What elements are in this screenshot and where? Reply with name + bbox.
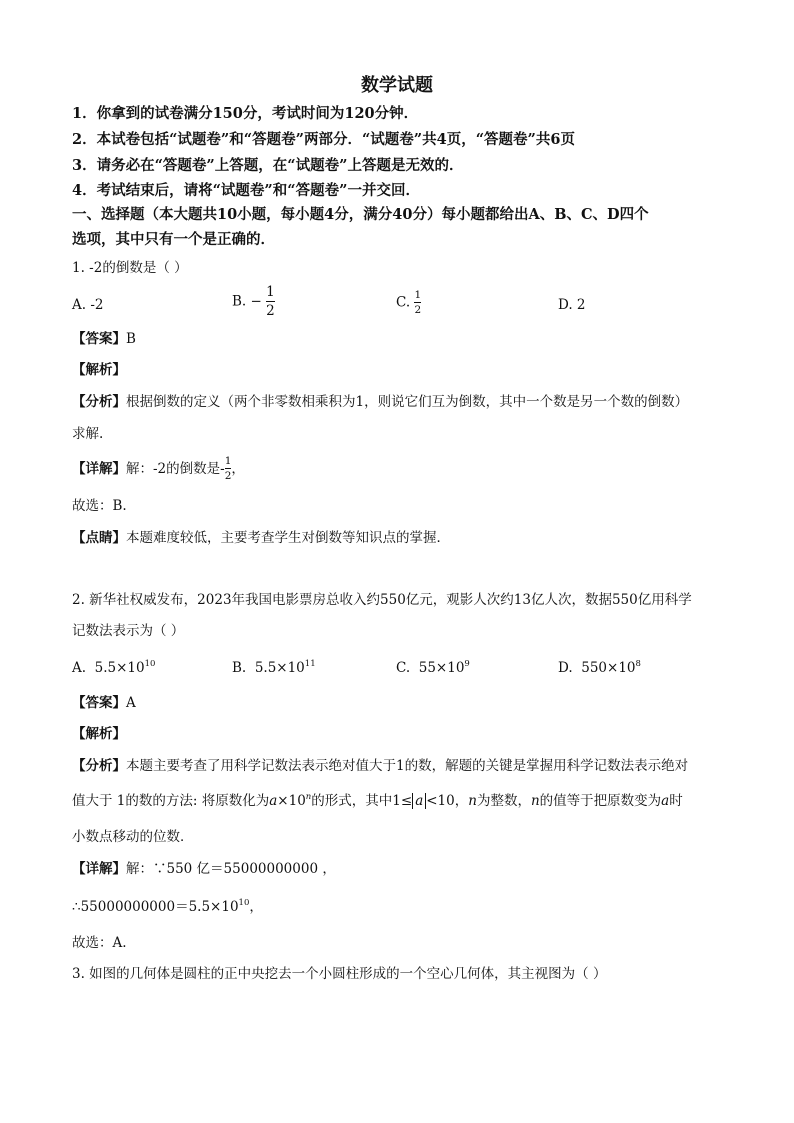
fraction-bar: [414, 302, 421, 303]
analysis-tag: 【解析】: [72, 362, 126, 378]
math-op: ×10: [277, 793, 306, 809]
option-base: 5.5×10: [254, 660, 305, 676]
math-var: a: [661, 793, 670, 809]
q1-answer: [72, 330, 136, 348]
q2-fenxi-cont2: 小数点移动的位数．: [72, 829, 194, 845]
section-header: 一、选择题（本大题共10小题，每小题4分，满分40分）每小题都给出A、B、C、D四个: [72, 206, 649, 223]
q2-option-a: [72, 659, 155, 677]
fenxi-text: 的形式，其中: [311, 793, 393, 809]
answer-tag: 【答案】: [72, 695, 126, 711]
option-exponent: 9: [464, 659, 470, 669]
q1-analysis-tag: [72, 361, 126, 379]
q2-detail: [72, 860, 336, 878]
fraction-numerator: 1: [224, 455, 232, 467]
notice-3: 3．请务必在“答题卷”上答题，在“试题卷”上答题是无效的．: [72, 157, 464, 174]
q2-option-d: [558, 659, 641, 677]
q2-choice: 故选：A.: [72, 935, 127, 951]
q1-option-c: [396, 289, 421, 316]
answer-value: B: [126, 331, 136, 347]
q2-option-c: [396, 659, 470, 677]
detail-end: ，: [249, 899, 263, 915]
answer-tag: 【答案】: [72, 331, 126, 347]
option-label: B.: [232, 660, 247, 676]
option-exponent: 10: [144, 659, 156, 669]
q1-option-b-fraction: [266, 284, 275, 319]
fenxi-text: 本题主要考查了用科学记数法表示绝对值大于1的数，解题的关键是掌握用科学记数法表示绝对: [126, 758, 689, 774]
page-title: 数学试题: [361, 75, 433, 96]
q1-option-c-fraction: [414, 289, 421, 316]
q1-choice: 故选：B.: [72, 498, 127, 514]
q2-option-b: [232, 659, 316, 677]
option-label: D.: [558, 660, 573, 676]
q1-option-b-prefix: B. −: [232, 293, 262, 310]
q2-fenxi: [72, 757, 688, 775]
notice-4: 4．考试结束后，请将“试题卷”和“答题卷”一并交回．: [72, 182, 420, 199]
q1-fenxi: [72, 393, 688, 411]
fenxi-text: 时: [669, 793, 683, 809]
detail-tag: 【详解】: [72, 861, 126, 877]
comment-text: 本题难度较低，主要考查学生对倒数等知识点的掌握．: [126, 530, 450, 546]
math-op: <10: [426, 793, 455, 809]
detail-text: 解：-2的倒数是-: [126, 461, 225, 477]
fraction-numerator: 1: [414, 289, 422, 301]
q1-option-b: [232, 284, 275, 319]
detail-text: 解：∵550 亿＝55000000000 ，: [126, 861, 336, 877]
fenxi-tag: 【分析】: [72, 758, 126, 774]
option-base: 55×10: [418, 660, 465, 676]
q1-detail: [72, 455, 245, 482]
q1-option-a: A. -2: [72, 297, 104, 313]
math-abs: a: [412, 793, 426, 809]
fraction-bar: [266, 301, 275, 302]
q1-stem: 1. -2的倒数是（ ）: [72, 260, 188, 276]
fenxi-text: 为整数，: [476, 793, 531, 809]
q1-fenxi-cont: 求解.: [72, 426, 104, 442]
detail-end: ，: [231, 461, 245, 477]
q1-option-d: D. 2: [558, 297, 586, 313]
option-label: C.: [396, 660, 411, 676]
option-base: 550×10: [581, 660, 636, 676]
q2-answer: [72, 694, 136, 712]
option-exponent: 8: [635, 659, 641, 669]
q2-stem-cont: 记数法表示为（ ）: [72, 623, 185, 639]
section-header-cont: 选项，其中只有一个是正确的．: [72, 231, 275, 248]
fraction-numerator: 1: [266, 284, 275, 300]
fenxi-text: 值大于 1的数的方法: 将原数化为: [72, 793, 270, 809]
fenxi-text: ，: [454, 793, 469, 809]
comment-tag: 【点睛】: [72, 530, 126, 546]
fraction-denominator: 2: [266, 303, 275, 319]
math-var: n: [468, 793, 477, 809]
option-label: A.: [72, 660, 87, 676]
option-exponent: 11: [304, 659, 316, 669]
fenxi-text: 的值等于把原数变为: [539, 793, 662, 809]
notice-2: 2．本试卷包括“试题卷”和“答题卷”两部分．“试题卷”共4页，“答题卷”共6页: [72, 131, 575, 148]
math-exp: n: [305, 792, 312, 802]
math-var: n: [530, 793, 540, 809]
q1-option-c-prefix: C.: [396, 294, 411, 311]
q1-comment: [72, 529, 450, 547]
detail-exponent: 10: [238, 898, 250, 908]
q2-analysis-tag: [72, 725, 126, 743]
math-var: a: [269, 793, 278, 809]
q2-stem: 2. 新华社权威发布，2023年我国电影票房总收入约550亿元，观影人次约13亿人次，数据550亿用科学: [72, 592, 692, 608]
math-op: 1≤: [392, 793, 413, 809]
fenxi-text: 根据倒数的定义（两个非零数相乘积为1，则说它们互为倒数，其中一个数是另一个数的倒数）: [126, 394, 689, 410]
q3-stem: 3. 如图的几何体是圆柱的正中央挖去一个小圆柱形成的一个空心几何体，其主视图为（ ）: [72, 966, 607, 982]
fraction-denominator: 2: [224, 470, 232, 482]
notice-1: 1．你拿到的试卷满分150分，考试时间为120分钟．: [72, 105, 419, 122]
fraction-denominator: 2: [414, 304, 422, 316]
option-base: 5.5×10: [94, 660, 145, 676]
detail-base: ∴55000000000＝5.5×10: [72, 899, 239, 915]
q2-detail-cont: [72, 898, 263, 916]
detail-tag: 【详解】: [72, 461, 126, 477]
analysis-tag: 【解析】: [72, 726, 126, 742]
answer-value: A: [126, 695, 136, 711]
fenxi-tag: 【分析】: [72, 394, 126, 410]
q2-fenxi-cont: [72, 792, 683, 810]
